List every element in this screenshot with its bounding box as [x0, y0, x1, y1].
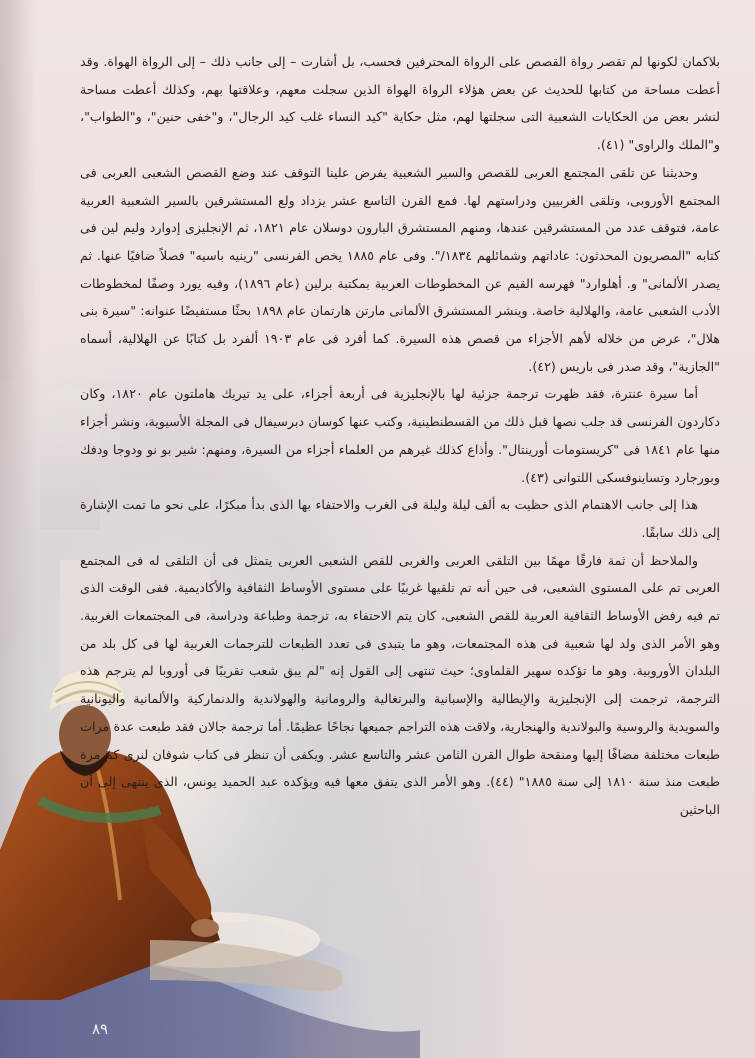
page-number: ٨٩	[92, 1020, 109, 1038]
paragraph: أما سيرة عنترة، فقد ظهرت ترجمة جزئية لها بالإنجليزية فى أربعة أجزاء، على يد تيريك هاملتون عام ١٨٢٠، وكان دكاردون الفرنسى قد جلب نصها قبل ذلك من القسطنطينية، وكتب عنها كوسان دبرسيفال فى المجلة الأسيوية، ونشر أجزاء منها عام ١٨٤١ فى "كريستومات أورينتال". وأذاع كذلك غيرهم من العلماء أجزاء من السيرة، ومنهم: شير بو نو ودوجا ودفك وبورجارد وتساينوفسكى اللتوانى (٤٣).	[80, 386, 720, 485]
paragraph: وحديثنا عن تلقى المجتمع العربى للقصص والسير الشعبية يفرض علينا التوقف عند وضع القصص الشعبى العربى فى المجتمع الأوروبى، وتلقى الغربيين ودراستهم لها. فمع القرن التاسع عشر يزداد ولع المستشرقين بالسير الشعبية العربية عامة، فتوقف عدد من المستشرقين عندها، ومنهم المستشرق البارون دوسلان عام ١٨٢١، ثم الإنجليزى إدوارد وليم لين فى كتابه "المصريون المحدثون: عاداتهم وشمائلهم ١٨٣٤/". وفى عام ١٨٨٥ يخص الفرنسى "رينيه باسيه" فصلاً ضافيًا عنها. ثم يصدر الألمانى" و. أهلوارد" فهرسه القيم عن المخطوطات العربية بمكتبة برلين (عام ١٨٩٦)، وفيه يورد وصفًا لمخطوطات الأدب الشعبى عامة، والهلالية خاصة. وينشر المستشرق الألمانى مارتن هارتمان عام ١٨٩٨ بحثًا مستفيضًا عنوانه: "سيرة بنى هلال"، عرض من خلاله لأهم الأجزاء من قصص هذه السيرة. كما أفرد فى عام ١٩٠٣ ألفرد بل كتابًا عن الهلالية، أسماه "الجازية"، وقد صدر فى باريس (٤٢).	[80, 164, 721, 374]
body-text	[80, 48, 720, 1008]
paragraph: والملاحظ أن ثمة فارقًا مهمًا بين التلقى العربى والغربى للقص الشعبى العربى يتمثل فى أن التلقى له فى المجتمع العربى تم على المستوى الشعبى، فى حين أنه تم تلقيها غربيًا على مستوى الأوساط الثقافية والأكاديمية. ففى الوقت الذى تم فيه رفض الأوساط الثقافية العربية للقص الشعبى، كان يتم الاحتفاء به، ترجمة وطباعة ودراسة، فى المجتمعات الغربية. وهو الأمر الذى ولد لها شعبية فى هذه المجتمعات، وهو ما يتبدى فى تعدد الطبعات للترجمات الغربية لها فى كل بلد من البلدان الأوروبية. وهو ما تؤكده سهير القلماوى؛ حيث تنتهى إلى القول إنه "لم يبق شعب تقريبًا فى أوروبا لم يترجم هذه الترجمة، ترجمت إلى الإنجليزية والإيطالية والإسبانية والبرتغالية والرومانية والهولاندية والدنماركية والألمانية واليونانية والسويدية والروسية والبولاندية والهنجارية، ولاقت هذه التراجم جميعها نجاحًا عظيمًا. أما ترجمة جالان فقد طبعت عدة مرات طبعات مختلفة مضافًا إليها ومنقحة طوال القرن الثامن عشر والتاسع عشر. ويكفى أن تنظر فى كتاب شوفان لنرى كم مرة طبعت منذ سنة ١٨١٠ إلى سنة ١٨٨٥" (٤٤). وهو الأمر الذى يتفق معها فيه ويؤكده عبد الحميد يونس، الذى ينتهى إلى أن الباحثين	[80, 552, 720, 817]
paragraph: هذا إلى جانب الاهتمام الذى حظيت به ألف ليلة وليلة فى الغرب والاحتفاء بها الذى بدأ مبكرًا، على نحو ما تمت الإشارة إلى ذلك سابقًا.	[80, 497, 720, 540]
paragraph: بلاكمان لكونها لم تقصر رواة القصص على الرواة المحترفين فحسب، بل أشارت – إلى جانب ذلك – إلى الرواة الهواة. وقد أعطت مساحة من كتابها للحديث عن بعض هؤلاء الرواة الهواة الذين سجلت معهم، وعلاقتها بهم، وكذلك أعطت مساحة لنشر بعض من الحكايات الشعبية التى سجلتها لهم، مثل حكاية "كيد النساء غلب كيد الرجال"، و"خفى حنين"، و"الطواب"، و"الملك والراوى" (٤١).	[80, 54, 720, 153]
